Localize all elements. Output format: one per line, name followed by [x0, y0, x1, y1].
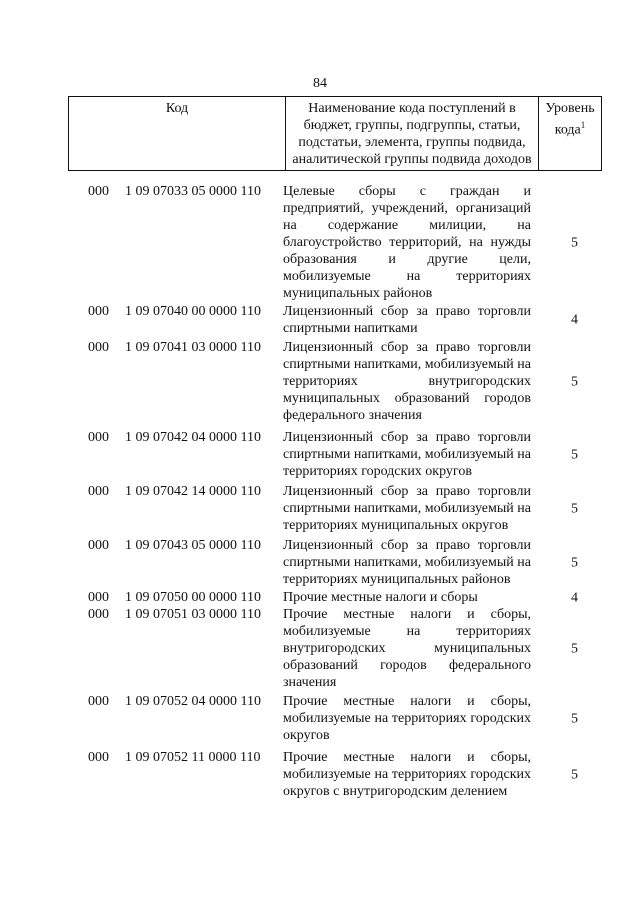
income-code: 1 09 07042 04 0000 110: [125, 430, 261, 445]
income-name: Прочие местные налоги и сборы, мобилизуемые на территориях городских округов: [283, 694, 531, 743]
admin-code: 000: [88, 430, 109, 445]
income-code: 1 09 07033 05 0000 110: [125, 184, 261, 199]
income-code: 1 09 07052 11 0000 110: [125, 750, 261, 765]
code-level: 5: [571, 711, 578, 726]
income-code: 1 09 07051 03 0000 110: [125, 607, 261, 622]
table-row: [0, 183, 640, 302]
income-name: Прочие местные налоги и сборы: [283, 590, 478, 605]
table-row: [0, 693, 640, 744]
header-level-label: Уровень кода: [545, 101, 595, 138]
admin-code: 000: [88, 590, 109, 605]
income-name: Прочие местные налоги и сборы, мобилизуемые на территориях городских округов с внутригородским делением: [283, 750, 531, 799]
page-number: 84: [313, 76, 327, 91]
admin-code: 000: [88, 184, 109, 199]
table-row: [0, 606, 640, 691]
table-row: [0, 429, 640, 480]
table-row: [0, 749, 640, 800]
admin-code: 000: [88, 340, 109, 355]
table-row: [0, 483, 640, 534]
income-name: Лицензионный сбор за право торговли спиртными напитками, мобилизуемый на территориях городских округов: [283, 430, 531, 479]
table-body: [0, 183, 640, 800]
admin-code: 000: [88, 750, 109, 765]
income-name: Лицензионный сбор за право торговли спиртными напитками, мобилизуемый на территориях муниципальных округов: [283, 484, 531, 533]
table-row: [0, 339, 640, 424]
code-level: 5: [571, 447, 578, 462]
income-name: Прочие местные налоги и сборы, мобилизуемые на территориях внутригородских муниципальных образований городов федерального значения: [283, 607, 531, 690]
code-level: 4: [571, 590, 578, 605]
header-code: Код: [69, 97, 286, 171]
code-level: 5: [571, 767, 578, 782]
code-level: 5: [571, 641, 578, 656]
admin-code: 000: [88, 304, 109, 319]
code-level: 5: [571, 374, 578, 389]
header-level: [539, 97, 602, 171]
code-level: 4: [571, 312, 578, 328]
income-name: Лицензионный сбор за право торговли спиртными напитками, мобилизуемый на территориях муниципальных районов: [283, 538, 531, 587]
income-name: Лицензионный сбор за право торговли спиртными напитками: [283, 304, 531, 336]
code-level: 5: [571, 235, 578, 250]
table-row: [0, 303, 640, 337]
table-row: [0, 537, 640, 588]
code-level: 5: [571, 501, 578, 516]
header-name: Наименование кода поступлений в бюджет, группы, подгруппы, статьи, подстатьи, элемента, группы подвида, аналитической группы подвида доходов: [286, 97, 539, 171]
code-level: 5: [571, 555, 578, 570]
table-header: [68, 96, 602, 171]
income-code: 1 09 07040 00 0000 110: [125, 304, 261, 319]
income-code: 1 09 07052 04 0000 110: [125, 694, 261, 709]
header-level-footnote: 1: [580, 120, 586, 130]
income-name: Целевые сборы с граждан и предприятий, учреждений, организаций на содержание милиции, на благоустройство территорий, на нужды образования и другие цели, мобилизуемые на территориях муниципальных районов: [283, 184, 531, 301]
income-code: 1 09 07050 00 0000 110: [125, 590, 261, 605]
admin-code: 000: [88, 484, 109, 499]
admin-code: 000: [88, 694, 109, 709]
income-code: 1 09 07043 05 0000 110: [125, 538, 261, 553]
admin-code: 000: [88, 538, 109, 553]
income-name: Лицензионный сбор за право торговли спиртными напитками, мобилизуемый на территориях внутригородских муниципальных образований городов федерального значения: [283, 340, 531, 423]
table-row: [0, 589, 640, 606]
admin-code: 000: [88, 607, 109, 622]
income-code: 1 09 07042 14 0000 110: [125, 484, 261, 499]
income-code: 1 09 07041 03 0000 110: [125, 340, 261, 355]
